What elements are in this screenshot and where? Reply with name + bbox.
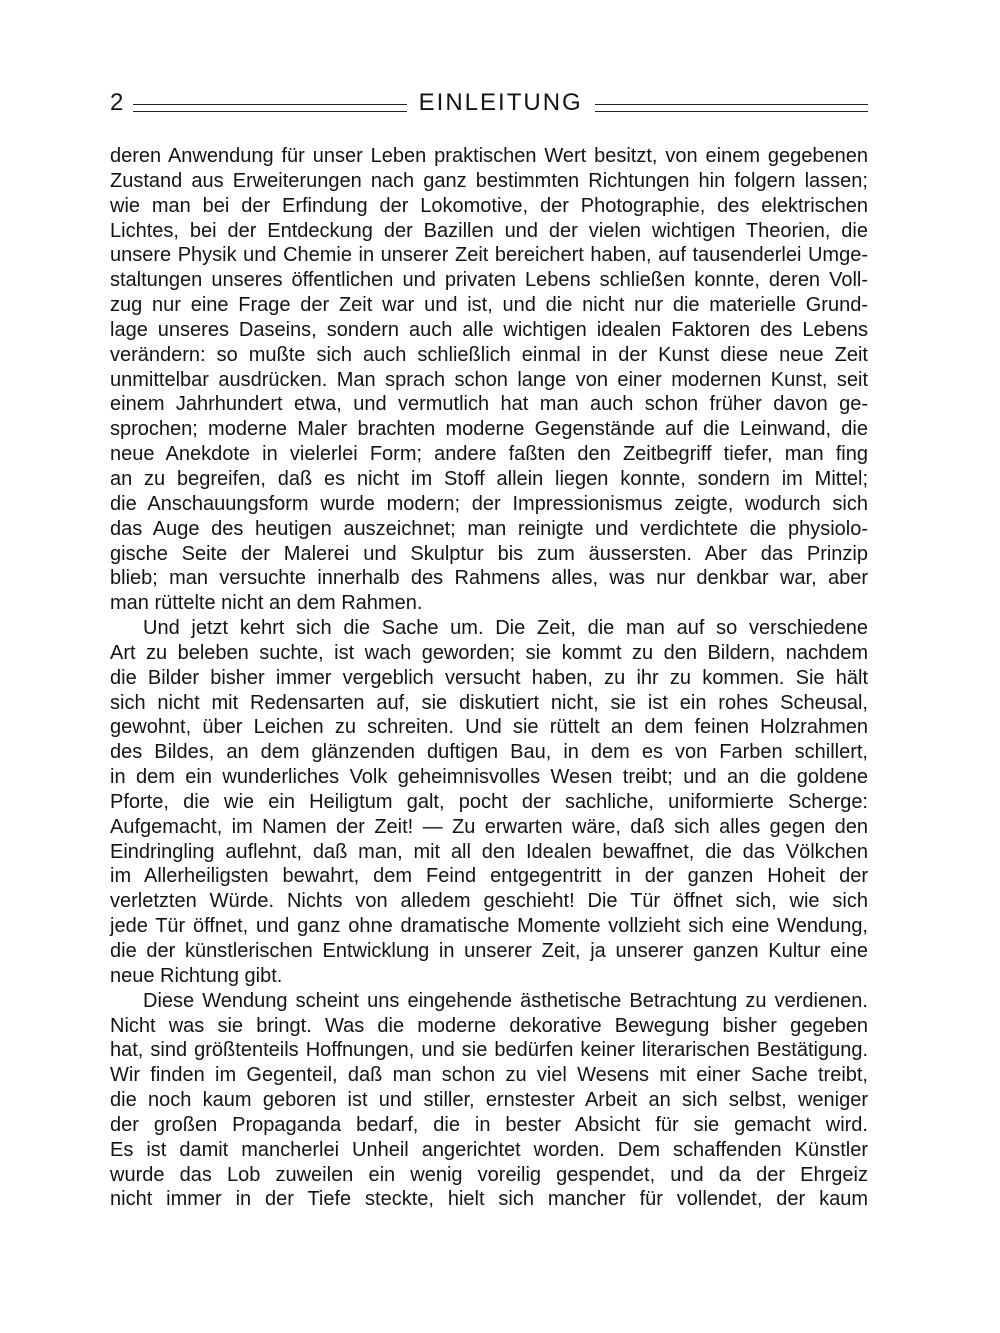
text-line: an zu begreifen, daß es nicht im Stoff allein liegen konnte, sondern im Mittel; [110, 467, 868, 490]
paragraph [110, 989, 868, 1213]
text-line: neue Richtung gibt. [110, 964, 283, 987]
text-line: neue Anekdote in vielerlei Form; andere faßten den Zeitbegriff tiefer, man fing [110, 443, 868, 466]
text-line: wurde das Lob zuweilen ein wenig voreilig gespendet, und da der Ehrgeiz [110, 1163, 868, 1186]
text-line: Es ist damit mancherlei Unheil angerichtet worden. Dem schaffenden Künstler [110, 1138, 868, 1161]
running-header [110, 86, 868, 120]
text-line: einem Jahrhundert etwa, und vermutlich hat man auch schon früher davon ge- [110, 393, 868, 416]
header-rule-left [133, 104, 406, 112]
text-line: gische Seite der Malerei und Skulptur bis zum äussersten. Aber das Prinzip [110, 542, 868, 565]
text-line: hat, sind größtenteils Hoffnungen, und sie bedürfen keiner literarischen Bestätigung. [110, 1039, 868, 1062]
text-line: gewohnt, über Leichen zu schreiten. Und sie rüttelt an dem feinen Holzrahmen [110, 716, 868, 739]
body-text [110, 144, 868, 1212]
text-line: unsere Physik und Chemie in unserer Zeit bereichert haben, auf tausenderlei Umge- [110, 244, 868, 267]
text-line: Zustand aus Erweiterungen nach ganz bestimmten Richtungen hin folgern lassen; [110, 169, 868, 192]
text-line: in dem ein wunderliches Volk geheimnisvolles Wesen treibt; und an die goldene [110, 766, 868, 789]
text-line: Art zu beleben suchte, ist wach geworden; sie kommt zu den Bildern, nachdem [110, 641, 868, 664]
page-number: 2 [110, 89, 124, 116]
header-rule-right [595, 104, 868, 112]
text-line: Lichtes, bei der Entdeckung der Bazillen und der vielen wichtigen Theorien, die [110, 219, 868, 242]
text-line: Nicht was sie bringt. Was die moderne dekorative Bewegung bisher gegeben [110, 1014, 868, 1037]
text-line: die Anschauungsform wurde modern; der Impressionismus zeigte, wodurch sich [110, 492, 868, 515]
text-line: Pforte, die wie ein Heiligtum galt, pocht der sachliche, uniformierte Scherge: [110, 790, 868, 813]
text-line: der großen Propaganda bedarf, die in bester Absicht für sie gemacht wird. [110, 1113, 868, 1136]
text-line: jede Tür öffnet, und ganz ohne dramatische Momente vollzieht sich eine Wendung, [110, 915, 868, 938]
text-line: verletzten Würde. Nichts von alledem geschieht! Die Tür öffnet sich, wie sich [110, 890, 868, 913]
text-line: staltungen unseres öffentlichen und privaten Lebens schließen konnte, deren Voll- [110, 269, 868, 292]
text-line: Eindringling auflehnt, daß man, mit all den Idealen bewaffnet, die das Völkchen [110, 840, 868, 863]
text-line: sich nicht mit Redensarten auf, sie diskutiert nicht, sie ist ein rohes Scheusal, [110, 691, 868, 714]
text-line: im Allerheiligsten bewahrt, dem Feind entgegentritt in der ganzen Hoheit der [110, 865, 868, 888]
text-line: unmittelbar ausdrücken. Man sprach schon lange von einer modernen Kunst, seit [110, 368, 868, 391]
text-line: Wir finden im Gegenteil, daß man schon zu viel Wesens mit einer Sache treibt, [110, 1064, 868, 1087]
text-line: wie man bei der Erfindung der Lokomotive, der Photographie, des elektrischen [110, 194, 868, 217]
text-line: deren Anwendung für unser Leben praktischen Wert besitzt, von einem gegebenen [110, 145, 868, 167]
text-line: Diese Wendung scheint uns eingehende ästhetische Betrachtung zu verdienen. [143, 989, 868, 1012]
text-line: des Bildes, an dem glänzenden duftigen Bau, in dem es von Farben schillert, [110, 741, 868, 764]
paragraph [110, 144, 868, 616]
text-line: die Bilder bisher immer vergeblich versucht haben, zu ihr zu kommen. Sie hält [110, 666, 868, 689]
text-line: sprochen; moderne Maler brachten moderne Gegenstände auf die Leinwand, die [110, 418, 868, 441]
text-line: Und jetzt kehrt sich die Sache um. Die Zeit, die man auf so verschiedene [143, 617, 868, 640]
text-line: zug nur eine Frage der Zeit war und ist, und die nicht nur die materielle Grund- [110, 294, 868, 317]
text-line: man rüttelte nicht an dem Rahmen. [110, 592, 423, 615]
text-line: die der künstlerischen Entwicklung in unserer Zeit, ja unserer ganzen Kultur eine [110, 940, 868, 962]
text-line: Aufgemacht, im Namen der Zeit! — Zu erwarten wäre, daß sich alles gegen den [110, 815, 868, 838]
text-line: blieb; man versuchte innerhalb des Rahmens alles, was nur denkbar war, aber [110, 567, 868, 590]
paragraph [110, 616, 868, 989]
running-title: EINLEITUNG [418, 89, 583, 116]
text-line: lage unseres Daseins, sondern auch alle wichtigen idealen Faktoren des Lebens [110, 318, 868, 341]
text-line: das Auge des heutigen auszeichnet; man reinigte und verdichtete die physiolo- [110, 517, 868, 540]
text-line: die noch kaum geboren ist und stiller, ernstester Arbeit an sich selbst, weniger [110, 1089, 868, 1112]
text-line: nicht immer in der Tiefe steckte, hielt sich mancher für vollendet, der kaum [110, 1188, 868, 1211]
text-line: verändern: so mußte sich auch schließlich einmal in der Kunst diese neue Zeit [110, 343, 868, 366]
